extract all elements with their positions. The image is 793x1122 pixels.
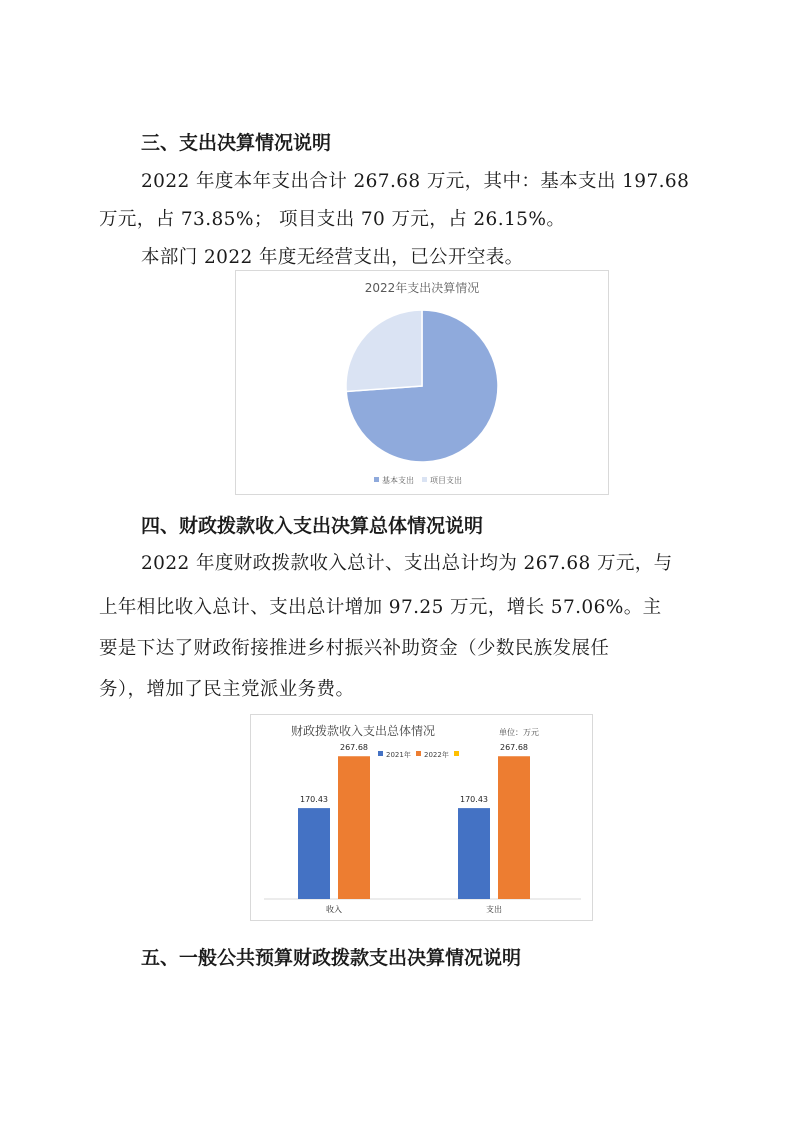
bar-2-1	[458, 808, 490, 899]
bar-chart-unit: 单位：万元	[499, 728, 539, 737]
pie-legend-label-2: 项目支出	[430, 476, 462, 485]
bar-legend-label-1: 2021年	[386, 751, 411, 759]
bar-value-label-2-2: 267.68	[500, 743, 528, 753]
pie-legend-label-1: 基本支出	[382, 476, 414, 485]
bar-chart	[251, 715, 592, 920]
bar-legend-label-2: 2022年	[424, 751, 449, 759]
bar-chart-title: 财政拨款收入支出总体情况	[290, 724, 436, 738]
section-4-heading: 四、财政拨款收入支出决算总体情况说明	[141, 515, 484, 537]
section-4-line-1: 2022 年度财政拨款收入总计、支出总计均为 267.68 万元，与	[141, 553, 673, 574]
bar-value-label-1-1: 170.43	[300, 795, 328, 805]
bar-value-label-1-2: 267.68	[340, 743, 368, 753]
bar-category-label-1: 收入	[326, 905, 342, 914]
pie-chart-title: 2022年支出决算情况	[364, 281, 480, 295]
bar-2-2	[498, 756, 530, 899]
section-5-heading: 五、一般公共预算财政拨款支出决算情况说明	[141, 947, 522, 969]
bar-legend-swatch-2	[416, 751, 421, 756]
section-3-line-2: 万元，占 73.85%； 项目支出 70 万元，占 26.15%。	[99, 209, 566, 230]
bar-1-2	[338, 756, 370, 899]
section-4-line-2: 上年相比收入总计、支出总计增加 97.25 万元，增长 57.06%。主	[99, 597, 662, 618]
bar-category-label-2: 支出	[486, 905, 502, 914]
pie-legend-swatch-2	[422, 477, 427, 482]
bar-1-1	[298, 808, 330, 899]
section-3-heading: 三、支出决算情况说明	[141, 132, 332, 154]
section-3-line-1: 2022 年度本年支出合计 267.68 万元，其中：基本支出 197.68	[141, 171, 690, 192]
bar-value-label-2-1: 170.43	[460, 795, 488, 805]
pie-chart	[236, 271, 608, 494]
bar-legend-swatch-3	[454, 751, 459, 756]
section-4-line-4: 务），增加了民主党派业务费。	[99, 679, 355, 700]
section-3-line-3: 本部门 2022 年度无经营支出，已公开空表。	[141, 247, 524, 268]
pie-slice-2	[346, 310, 422, 391]
bar-legend-swatch-1	[378, 751, 383, 756]
pie-chart-panel	[235, 270, 609, 495]
bar-chart-panel	[250, 714, 593, 921]
pie-legend-swatch-1	[374, 477, 379, 482]
section-4-line-3: 要是下达了财政衔接推进乡村振兴补助资金（少数民族发展任	[99, 638, 610, 659]
